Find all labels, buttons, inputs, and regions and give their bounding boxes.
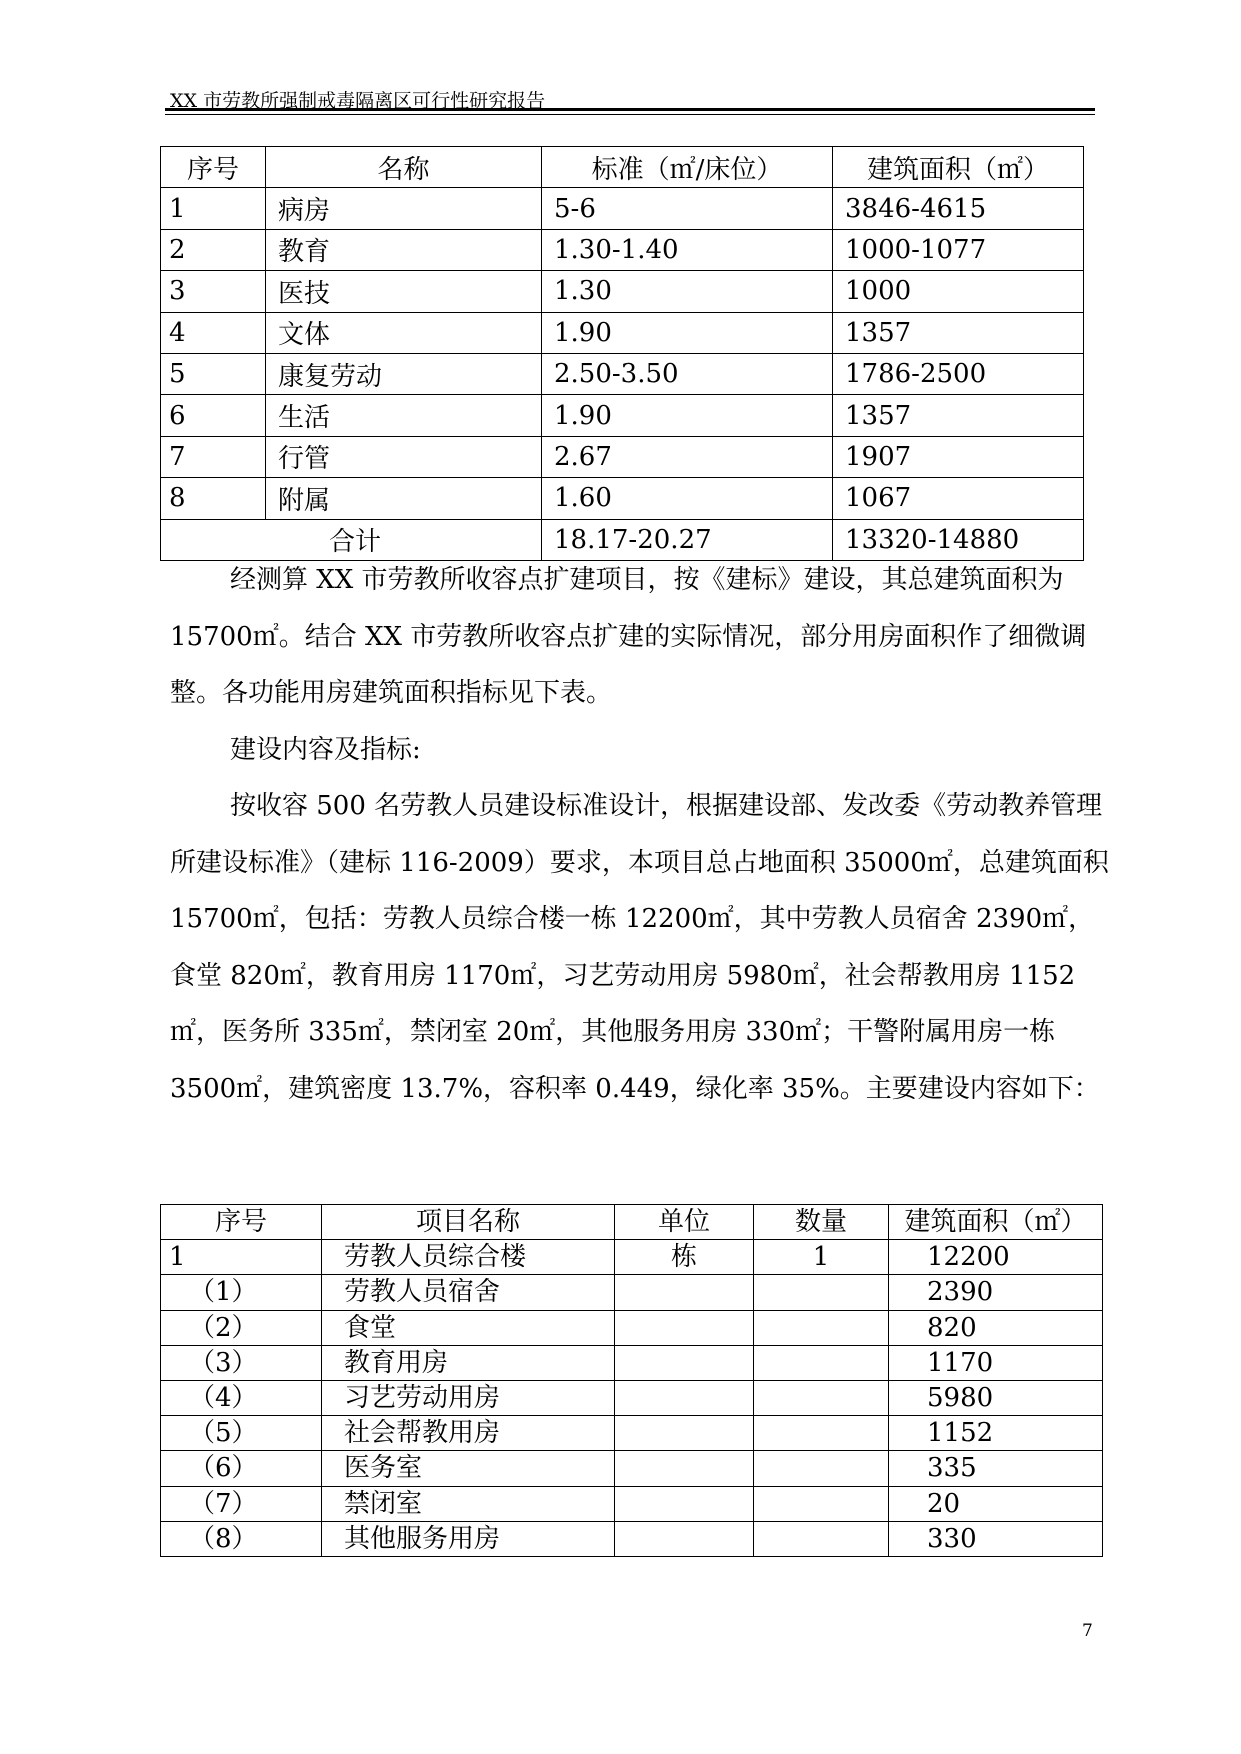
cell-name: 康复劳动 <box>266 353 542 394</box>
cell-area: 335 <box>889 1451 1103 1486</box>
table-header-row <box>161 147 1084 188</box>
paragraph-content <box>170 778 1110 1117</box>
header-rule-thin <box>165 114 1095 115</box>
table-row <box>161 188 1084 229</box>
cell-name: 行管 <box>266 436 542 477</box>
table-row <box>161 1240 1103 1275</box>
header-cell: 建筑面积（㎡） <box>833 147 1084 188</box>
table-row <box>161 1521 1103 1556</box>
paragraph-summary <box>170 552 1110 722</box>
table-row <box>161 353 1084 394</box>
table-row <box>161 1310 1103 1345</box>
page-number: 7 <box>1082 1621 1093 1641</box>
cell-quantity <box>754 1486 889 1521</box>
cell-name: 教育 <box>266 229 542 270</box>
cell-unit <box>615 1486 754 1521</box>
table-row <box>161 229 1084 270</box>
cell-area: 1067 <box>833 478 1084 519</box>
header-cell: 单位 <box>615 1205 754 1240</box>
cell-index: 1 <box>161 188 266 229</box>
cell-standard: 1.60 <box>542 478 833 519</box>
cell-quantity: 1 <box>754 1240 889 1275</box>
cell-unit <box>615 1521 754 1556</box>
table-header-row <box>161 1205 1103 1240</box>
cell-area: 1357 <box>833 395 1084 436</box>
cell-name: 禁闭室 <box>322 1486 615 1521</box>
cell-name: 教育用房 <box>322 1345 615 1380</box>
cell-standard: 1.30 <box>542 271 833 312</box>
cell-name: 劳教人员宿舍 <box>322 1275 615 1310</box>
table-row <box>161 271 1084 312</box>
cell-area: 1000 <box>833 271 1084 312</box>
cell-index: 8 <box>161 478 266 519</box>
cell-area: 1000-1077 <box>833 229 1084 270</box>
cell-area: 330 <box>889 1521 1103 1556</box>
cell-quantity <box>754 1416 889 1451</box>
cell-area: 1907 <box>833 436 1084 477</box>
table-row <box>161 478 1084 519</box>
total-area: 13320-14880 <box>833 519 1084 560</box>
cell-index: （6） <box>161 1451 322 1486</box>
cell-name: 医务室 <box>322 1451 615 1486</box>
cell-quantity <box>754 1380 889 1415</box>
cell-quantity <box>754 1310 889 1345</box>
cell-quantity <box>754 1345 889 1380</box>
cell-name: 劳教人员综合楼 <box>322 1240 615 1275</box>
cell-quantity <box>754 1451 889 1486</box>
cell-name: 习艺劳动用房 <box>322 1380 615 1415</box>
cell-area: 5980 <box>889 1380 1103 1415</box>
table-row <box>161 1275 1103 1310</box>
cell-unit <box>615 1416 754 1451</box>
cell-index: （7） <box>161 1486 322 1521</box>
table-row <box>161 436 1084 477</box>
cell-area: 2390 <box>889 1275 1103 1310</box>
cell-standard: 1.90 <box>542 395 833 436</box>
cell-unit <box>615 1275 754 1310</box>
cell-area: 3846-4615 <box>833 188 1084 229</box>
cell-unit <box>615 1380 754 1415</box>
cell-area: 12200 <box>889 1240 1103 1275</box>
total-standard: 18.17-20.27 <box>542 519 833 560</box>
construction-content-table <box>160 1204 1103 1557</box>
cell-area: 1357 <box>833 312 1084 353</box>
header-cell: 序号 <box>161 1205 322 1240</box>
cell-unit: 栋 <box>615 1240 754 1275</box>
cell-index: 4 <box>161 312 266 353</box>
cell-standard: 5-6 <box>542 188 833 229</box>
cell-unit <box>615 1451 754 1486</box>
table-row <box>161 395 1084 436</box>
header-cell: 数量 <box>754 1205 889 1240</box>
cell-index: 1 <box>161 1240 322 1275</box>
cell-index: 2 <box>161 229 266 270</box>
table-row <box>161 1345 1103 1380</box>
cell-standard: 2.50-3.50 <box>542 353 833 394</box>
cell-quantity <box>754 1275 889 1310</box>
cell-index: （4） <box>161 1380 322 1415</box>
cell-name: 食堂 <box>322 1310 615 1345</box>
cell-area: 1170 <box>889 1345 1103 1380</box>
paragraph-text: 按收容 500 名劳教人员建设标准设计，根据建设部、发改委《劳动教养管理所建设标准》（建标 116-2009）要求，本项目总占地面积 35000㎡，总建筑面积 15700㎡，包括：劳教人员综合楼一栋 12200㎡，其中劳教人员宿舍 2390㎡，食堂 820㎡，教育用房 1170㎡，习艺劳动用房 5980㎡，社会帮教用房 1152㎡，医务所 335㎡，禁闭室 20㎡，其他服务用房 330㎡；干警附属用房一栋 3500㎡，建筑密度 13.7%，容积率 0.449，绿化率 35%。主要建设内容如下： <box>170 791 1109 1104</box>
document-header: XX 市劳教所强制戒毒隔离区可行性研究报告 <box>170 90 546 112</box>
cell-area: 820 <box>889 1310 1103 1345</box>
cell-area: 20 <box>889 1486 1103 1521</box>
header-cell: 序号 <box>161 147 266 188</box>
cell-quantity <box>754 1521 889 1556</box>
cell-name: 附属 <box>266 478 542 519</box>
area-standards-table <box>160 146 1084 561</box>
cell-area: 1152 <box>889 1416 1103 1451</box>
cell-index: 6 <box>161 395 266 436</box>
header-rule-thick <box>165 108 1095 111</box>
table-row <box>161 1486 1103 1521</box>
cell-name: 社会帮教用房 <box>322 1416 615 1451</box>
cell-index: （8） <box>161 1521 322 1556</box>
cell-index: （2） <box>161 1310 322 1345</box>
header-cell: 建筑面积（㎡） <box>889 1205 1103 1240</box>
header-cell: 项目名称 <box>322 1205 615 1240</box>
cell-name: 文体 <box>266 312 542 353</box>
cell-index: （3） <box>161 1345 322 1380</box>
table-row <box>161 1380 1103 1415</box>
cell-index: 5 <box>161 353 266 394</box>
header-cell: 标准（㎡/床位） <box>542 147 833 188</box>
cell-standard: 1.30-1.40 <box>542 229 833 270</box>
cell-index: 3 <box>161 271 266 312</box>
cell-standard: 1.90 <box>542 312 833 353</box>
table-row <box>161 1416 1103 1451</box>
total-label: 合计 <box>161 519 542 560</box>
cell-index: （1） <box>161 1275 322 1310</box>
cell-index: （5） <box>161 1416 322 1451</box>
cell-index: 7 <box>161 436 266 477</box>
cell-area: 1786-2500 <box>833 353 1084 394</box>
table-row <box>161 312 1084 353</box>
paragraph-text: 建设内容及指标: <box>230 735 421 765</box>
cell-name: 病房 <box>266 188 542 229</box>
cell-standard: 2.67 <box>542 436 833 477</box>
header-cell: 名称 <box>266 147 542 188</box>
cell-name: 医技 <box>266 271 542 312</box>
cell-name: 生活 <box>266 395 542 436</box>
paragraph-text: 经测算 XX 市劳教所收容点扩建项目，按《建标》建设，其总建筑面积为 15700㎡。结合 XX 市劳教所收容点扩建的实际情况，部分用房面积作了细微调整。各功能用房建筑面积指标见下表。 <box>170 565 1087 708</box>
table-row <box>161 1451 1103 1486</box>
cell-unit <box>615 1345 754 1380</box>
cell-unit <box>615 1310 754 1345</box>
paragraph-heading <box>170 722 1110 779</box>
cell-name: 其他服务用房 <box>322 1521 615 1556</box>
